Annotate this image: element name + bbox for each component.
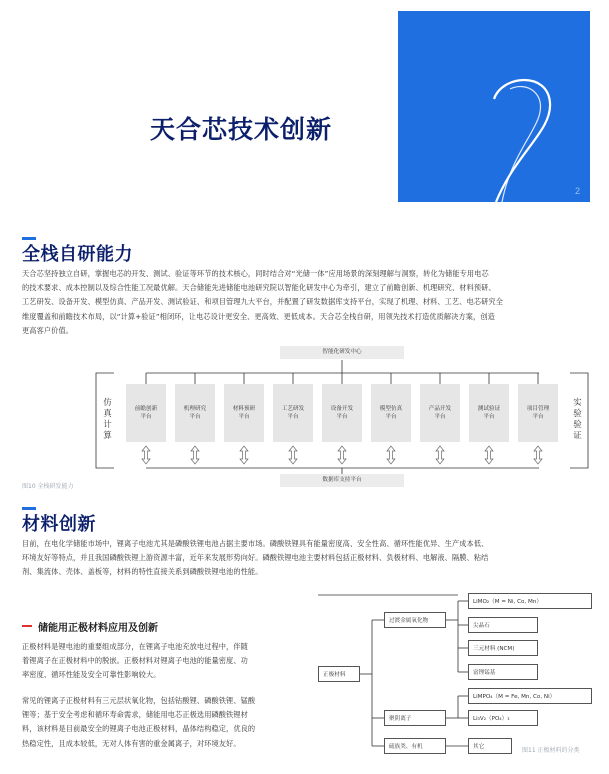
paragraph-line: 率密度、循环性能及安全可靠性影响较大。: [22, 670, 161, 680]
tree-leaf-node: 富锂锰基: [468, 664, 538, 680]
paragraph-line: 热稳定性，且成本较低，无对人体有害的重金属离子，对环境友好。: [22, 738, 241, 748]
platform-box: [126, 384, 166, 442]
figure-caption: 图10 全栈研发能力: [22, 483, 74, 490]
cathode-classification-diagram: [316, 590, 594, 760]
platform-label: [478, 405, 500, 421]
platform-box: [420, 384, 460, 442]
platform-label: [184, 405, 206, 421]
platform-label-line: 平台: [140, 414, 152, 420]
platform-box: [224, 384, 264, 442]
paragraph-line: 的技术要求、成本控制以及综合性能工况最优解。天合储能先进储能电池研究院以智能化研发中心为牵引，建立了前瞻创新、机理研究、材料预研、: [22, 283, 496, 293]
platform-label-line: 机理研究: [183, 406, 207, 412]
platform-label-line: 测试验证: [477, 406, 501, 412]
platform-label: [331, 405, 353, 421]
subsection-paragraph: [22, 640, 308, 683]
platform-label-line: 项目管理: [526, 406, 550, 412]
platform-label-line: 工艺研发: [281, 406, 305, 412]
intelligent-rd-center-box: 智能化研发中心: [280, 346, 404, 359]
double-arrow-icon: [240, 446, 248, 464]
platform-label-line: 平台: [287, 414, 299, 420]
subsection-marker: [22, 625, 32, 627]
double-arrow-icon: [289, 446, 297, 464]
subsection-title: 储能用正极材料应用及创新: [38, 623, 158, 634]
figure-caption: 图11 正极材料的分类: [522, 747, 580, 754]
platform-label-line: 平台: [238, 414, 250, 420]
platform-label-line: 平台: [189, 414, 201, 420]
platform-label: [233, 405, 255, 421]
double-arrow-icon: [387, 446, 395, 464]
platform-label-line: 平台: [434, 414, 446, 420]
tree-leaf-node: LiMPO₄（M = Fe, Mn, Co, Ni）: [468, 688, 592, 704]
double-arrow-icon: [191, 446, 199, 464]
section-title: 全栈自研能力: [22, 244, 133, 265]
platform-label: [282, 405, 304, 421]
tree-leaf-node: 尖晶石: [468, 617, 538, 633]
platform-label: [380, 405, 402, 421]
section-title: 材料创新: [22, 514, 96, 535]
platform-label-line: 产品开发: [428, 406, 452, 412]
paragraph-line: 锂等；基于安全考虑和循环寿命需求，储能用电芯正极选用磷酸铁锂材: [22, 710, 248, 720]
tree-leaf-node: Li₃V₂（PO₄）₃: [468, 710, 538, 726]
double-arrow-icon: [534, 446, 542, 464]
platform-label-line: 平台: [483, 414, 495, 420]
simulation-label: 仿真计算: [103, 398, 112, 441]
paragraph-line: 剂、集流体、壳体、盖板等，材料的特性直接关系到磷酸铁锂电池的性能。: [22, 567, 263, 577]
section-paragraph: [22, 267, 590, 338]
database-support-platform-box: 数据库支持平台: [280, 474, 404, 487]
platform-box: [371, 384, 411, 442]
paragraph-line: 更高客户价值。: [22, 325, 74, 335]
chapter-number: 2: [574, 186, 580, 196]
paragraph-line: 料，该材料是目前最安全的锂离子电池正极材料，晶体结构稳定，优良的: [22, 724, 256, 734]
platform-label: [429, 405, 451, 421]
tree-leaf-node: 其它: [468, 738, 512, 754]
platform-label-line: 前瞻创新: [134, 406, 158, 412]
platform-box: [273, 384, 313, 442]
subsection-paragraph: [22, 694, 308, 751]
platform-label-line: 平台: [385, 414, 397, 420]
chapter-number-block: [398, 11, 590, 202]
tree-branch-node: 硫族类、有机: [384, 738, 446, 754]
platform-label-line: 平台: [532, 414, 544, 420]
tree-branch-node: 聚阴离子: [384, 710, 446, 726]
paragraph-line: 正极材料是锂电池的重要组成部分，在锂离子电池充放电过程中，伴随: [22, 642, 248, 651]
paragraph-line: 环境友好等特点，并且我国磷酸铁锂上游资源丰富，近年来发展形势向好。磷酸铁锂电池主要材料包括正极材料、负极材料、电解液、隔膜、粘结: [22, 553, 489, 563]
paragraph-line: 目前，在电化学储能市场中，锂离子电池尤其是磷酸铁锂电池占据主要市场。磷酸铁锂具有能量密度高、安全性高、循环性能优异、生产成本低、: [22, 539, 489, 548]
platform-label-line: 平台: [336, 414, 348, 420]
platform-label: [527, 405, 549, 421]
paragraph-line: 着锂离子在正极材料中的脱嵌。正极材料对锂离子电池的能量密度、功: [22, 656, 248, 666]
rd-platform-diagram: [22, 346, 590, 490]
double-arrow-icon: [142, 446, 150, 464]
platform-label: [135, 405, 157, 421]
paragraph-line: 维度覆盖和前瞻技术布局，以“计算+验证”相闭环，让电芯设计更安全、更高效、更低成本。天合芯全栈自研，用领先技术打造优质解决方案，创造: [22, 311, 495, 321]
paragraph-line: 工艺研发、设备开发、模型仿真、产品开发、测试验证、和项目管理九大平台，并配置了研发数据库支持平台，实现了机理、材料、工艺、电芯研究全: [22, 297, 503, 307]
platform-box: [518, 384, 558, 442]
platform-label-line: 材料预研: [232, 406, 256, 412]
double-arrow-icon: [485, 446, 493, 464]
double-arrow-icon: [338, 446, 346, 464]
platform-box: [322, 384, 362, 442]
paragraph-line: 天合芯坚持独立自研，掌握电芯的开发、测试、验证等环节的技术核心，同时结合对“光储一体”应用场景的深刻理解与洞察，转化为储能专用电芯: [22, 269, 489, 278]
tree-leaf-node: LiMO₂（M = Ni, Co, Mn）: [468, 593, 592, 609]
tree-branch-node: 过渡金属氧化物: [384, 612, 446, 628]
page-title: 天合芯技术创新: [150, 115, 333, 144]
experiment-label: 实验验证: [573, 398, 582, 441]
tree-leaf-node: 三元材料 (NCM): [468, 640, 538, 656]
platform-box: [175, 384, 215, 442]
chapter-number-graphic: [398, 11, 590, 202]
tree-root-node: 正极材料: [318, 666, 360, 682]
platform-label-line: 设备开发: [330, 406, 354, 412]
platform-box: [469, 384, 509, 442]
paragraph-line: 常见的锂离子正极材料有三元层状氧化物，包括钴酸锂、磷酸铁锂、锰酸: [22, 696, 256, 705]
platform-label-line: 模型仿真: [379, 406, 403, 412]
double-arrow-icon: [436, 446, 444, 464]
section-paragraph: [22, 537, 590, 580]
